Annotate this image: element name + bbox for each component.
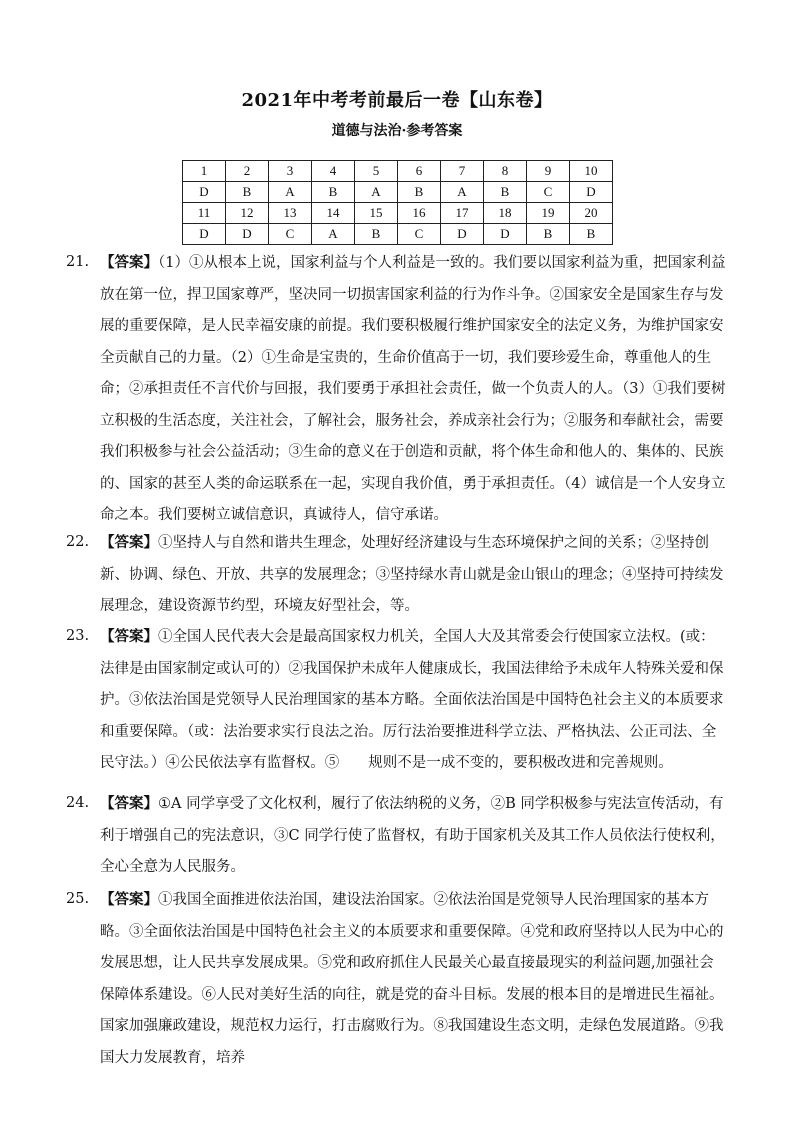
answer-text: ①坚持人与自然和谐共生理念，处理好经济建设与生态环境保护之间的关系；②坚持创新、协调、绿色、开放、共享的发展理念；③坚持绿水青山就是金山银山的理念；④坚持可持续发展理念，建设资源节约型，环境友好型社会，等。 <box>100 535 724 614</box>
answer-text: （1）①从根本上说，国家利益与个人利益是一致的。我们要以国家利益为重，把国家利益放在第一位，捍卫国家尊严，坚决同一切损害国家利益的行为作斗争。②国家安全是国家生存与发展的重要保障，是人民幸福安康的前提。我们要积极履行维护国家安全的法定义务，为维护国家安全贡献自己的力量。（2）①生命是宝贵的，生命价值高于一切，我们要珍爱生命，尊重他人的生命；②承担责任不言代价与回报，我们要勇于承担社会责任，做一个负责人的人。（3）①我们要树立积极的生活态度，关注社会，了解社会，服务社会，养成亲社会行为；②服务和奉献社会，需要我们积极参与社会公益活动；③生命的意义在于创造和贡献，将个体生命和他人的、集体的、民族的、国家的甚至人类的命运联系在一起，实现自我价值，勇于承担责任。（4）诚信是一个人安身立命之本。我们要树立诚信意识，真诚待人，信守承诺。 <box>100 255 726 523</box>
table-cell: D <box>570 182 613 203</box>
question-number: 25. <box>66 891 90 907</box>
question-22 <box>66 527 728 623</box>
question-24 <box>66 788 728 884</box>
table-cell: 2 <box>226 161 269 182</box>
answer-tag: 【答案】 <box>100 254 158 271</box>
table-cell: A <box>355 182 398 203</box>
question-21 <box>66 247 728 532</box>
table-cell: 14 <box>312 203 355 224</box>
table-cell: 10 <box>570 161 613 182</box>
table-cell: 12 <box>226 203 269 224</box>
table-cell: 9 <box>527 161 570 182</box>
answer-tag: 【答案】 <box>100 891 158 908</box>
table-cell: A <box>312 224 355 245</box>
table-cell: D <box>226 224 269 245</box>
answer-text: ①A 同学享受了文化权利，履行了依法纳税的义务，②B 同学积极参与宪法宣传活动，有利于增强自己的宪法意识，③C 同学行使了监督权，有助于国家机关及其工作人员依法行使权利，全心全意为人民服务。 <box>100 796 725 875</box>
table-cell: B <box>527 224 570 245</box>
table-cell: 19 <box>527 203 570 224</box>
table-cell: B <box>355 224 398 245</box>
table-cell: 17 <box>441 203 484 224</box>
table-cell: 1 <box>183 161 226 182</box>
table-cell: B <box>312 182 355 203</box>
answer-tag: 【答案】 <box>100 534 158 551</box>
table-cell: C <box>398 224 441 245</box>
table-cell: C <box>269 224 312 245</box>
table-cell: A <box>441 182 484 203</box>
table-cell: 6 <box>398 161 441 182</box>
table-cell: B <box>484 182 527 203</box>
question-number: 21. <box>66 254 90 270</box>
answer-tag: 【答案】 <box>100 628 158 645</box>
table-cell: 18 <box>484 203 527 224</box>
page-subtitle: 道德与法治·参考答案 <box>331 123 463 139</box>
table-cell: D <box>183 224 226 245</box>
table-cell: 4 <box>312 161 355 182</box>
table-cell: B <box>398 182 441 203</box>
table-cell: 16 <box>398 203 441 224</box>
answer-text: ①全国人民代表大会是最高国家权力机关，全国人大及其常委会行使国家立法权。(或：法律是由国家制定或认可的）②我国保护未成年人健康成长，我国法律给予未成年人特殊关爱和保护。③依法治国是党领导人民治理国家的基本方略。全面依法治国是中国特色社会主义的本质要求和重要保障。（或：法治要求实行良法之治。厉行法治要推进科学立法、严格执法、公正司法、全民守法。）④公民依法享有监督权。⑤ 规则不是一成不变的，要积极改进和完善规则。 <box>100 629 724 771</box>
question-25 <box>66 884 728 1074</box>
question-number: 23. <box>66 628 90 644</box>
table-cell: 20 <box>570 203 613 224</box>
table-row <box>183 161 613 182</box>
answer-tag: 【答案】 <box>100 795 158 812</box>
question-23 <box>66 621 728 780</box>
table-cell: A <box>269 182 312 203</box>
table-row <box>183 203 613 224</box>
table-cell: 3 <box>269 161 312 182</box>
answer-text: ①我国全面推进依法治国，建设法治国家。②依法治国是党领导人民治理国家的基本方略。③全面依法治国是中国特色社会主义的本质要求和重要保障。④党和政府坚持以人民为中心的发展思想，让人民共享发展成果。⑤党和政府抓住人民最关心最直接最现实的利益问题,加强社会保障体系建设。⑥人民对美好生活的向往，就是党的奋斗目标。发展的根本目的是增进民生福祉。国家加强廉政建设，规范权力运行，打击腐败行为。⑧我国建设生态文明，走绿色发展道路。⑨我国大力发展教育，培养 <box>100 892 724 1066</box>
table-cell: 7 <box>441 161 484 182</box>
table-cell: 5 <box>355 161 398 182</box>
table-cell: D <box>183 182 226 203</box>
table-cell: B <box>226 182 269 203</box>
table-cell: 15 <box>355 203 398 224</box>
question-number: 24. <box>66 795 90 811</box>
table-cell: B <box>570 224 613 245</box>
table-cell: C <box>527 182 570 203</box>
table-row <box>183 224 613 245</box>
table-row <box>183 182 613 203</box>
table-cell: 13 <box>269 203 312 224</box>
question-number: 22. <box>66 534 90 550</box>
table-cell: 8 <box>484 161 527 182</box>
table-cell: 11 <box>183 203 226 224</box>
table-cell: D <box>441 224 484 245</box>
page-title: 2021年中考考前最后一卷【山东卷】 <box>241 90 553 111</box>
answer-table <box>182 160 613 245</box>
table-cell: D <box>484 224 527 245</box>
